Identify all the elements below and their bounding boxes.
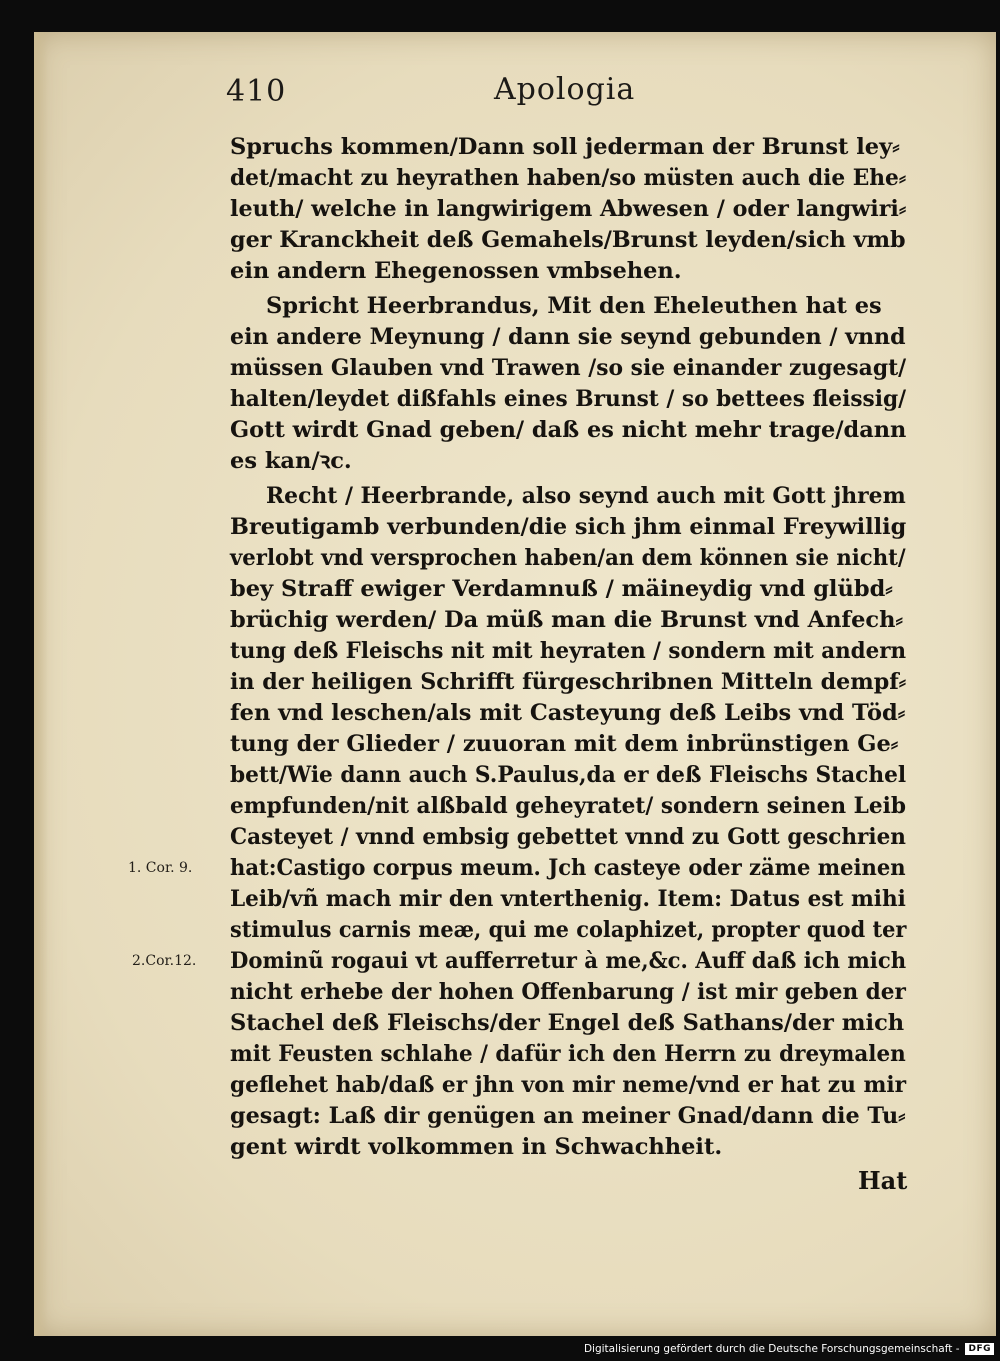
text-line: hat:Castigo corpus meum. Jch casteye oder zäme meinen: [230, 855, 906, 881]
text-line: Stachel deß Fleischs/der Engel deß Sathans/der mich: [230, 1010, 905, 1036]
running-head: Apologia: [494, 72, 636, 107]
text-line: geflehet hab/daß er jhn von mir neme/vnd er hat zu mir: [230, 1072, 907, 1098]
text-line: Breutigamb verbunden/die sich jhm einmal Freywillig: [230, 514, 907, 540]
text-line: Dominũ rogaui vt aufferretur à me,&c. Auff daß ich mich: [230, 948, 907, 974]
text-line: mit Feusten schlahe / dafür ich den Herrn zu dreymalen: [230, 1041, 906, 1067]
text-line: Spruchs kommen/Dann soll jederman der Brunst ley⸗: [230, 134, 900, 160]
text-line: in der heiligen Schrifft fürgeschribnen Mitteln dempf⸗: [230, 669, 907, 695]
text-line: Casteyet / vnnd embsig gebettet vnnd zu Gott geschrien: [230, 824, 906, 850]
text-line: nicht erhebe der hohen Offenbarung / ist mir geben der: [230, 979, 906, 1005]
book-page: [34, 32, 996, 1336]
text-line: empfunden/nit alßbald geheyratet/ sondern seinen Leib: [230, 793, 906, 819]
margin-note: 2.Cor.12.: [132, 953, 197, 969]
text-line: halten/leydet dißfahls eines Brunst / so bettees fleissig/: [230, 386, 907, 412]
text-line: ein andern Ehegenossen vmbsehen.: [230, 258, 682, 284]
text-line: gent wirdt volkommen in Schwachheit.: [230, 1134, 723, 1160]
text-line: es kan/ꝛc.: [230, 448, 352, 474]
text-line: bey Straff ewiger Verdamnuß / mäineydig vnd glübd⸗: [230, 576, 893, 602]
text-line: stimulus carnis meæ, qui me colaphizet, propter quod ter: [230, 917, 907, 943]
text-line: fen vnd leschen/als mit Casteyung deß Leibs vnd Töd⸗: [230, 700, 906, 726]
text-line: verlobt vnd versprochen haben/an dem können sie nicht/: [230, 545, 906, 571]
footer-credit-text: Digitalisierung gefördert durch die Deutsche Forschungsgemeinschaft -: [583, 1343, 960, 1355]
text-line: leuth/ welche in langwirigem Abwesen / oder langwiri⸗: [230, 196, 907, 222]
text-line: brüchig werden/ Da müß man die Brunst vnd Anfech⸗: [230, 607, 903, 633]
text-line: Recht / Heerbrande, also seynd auch mit Gott jhrem: [266, 483, 906, 509]
page-number: 410: [226, 74, 287, 109]
text-line: ein andere Meynung / dann sie seynd gebunden / vnnd: [230, 324, 906, 350]
text-line: ger Kranckheit deß Gemahels/Brunst leyden/sich vmb: [230, 227, 906, 253]
text-line: Spricht Heerbrandus, Mit den Eheleuthen hat es: [266, 293, 882, 319]
footer-credit: [584, 1343, 994, 1355]
text-line: müssen Glauben vnd Trawen /so sie einander zugesagt/: [230, 355, 907, 381]
text-line: bett/Wie dann auch S.Paulus,da er deß Fleischs Stachel: [230, 762, 907, 788]
catchword: Hat: [858, 1166, 908, 1195]
dfg-logo-icon: DFG: [965, 1343, 994, 1355]
text-line: tung deß Fleischs nit mit heyraten / sondern mit andern: [230, 638, 907, 664]
text-line: Leib/vñ mach mir den vnterthenig. Item: Datus est mihi: [230, 886, 906, 912]
text-line: Gott wirdt Gnad geben/ daß es nicht mehr trage/dann: [230, 417, 907, 443]
margin-note: 1. Cor. 9.: [128, 860, 193, 876]
text-line: det/macht zu heyrathen haben/so müsten auch die Ehe⸗: [230, 165, 907, 191]
text-line: gesagt: Laß dir genügen an meiner Gnad/dann die Tu⸗: [230, 1103, 906, 1129]
text-line: tung der Glieder / zuuoran mit dem inbrünstigen Ge⸗: [230, 731, 899, 757]
